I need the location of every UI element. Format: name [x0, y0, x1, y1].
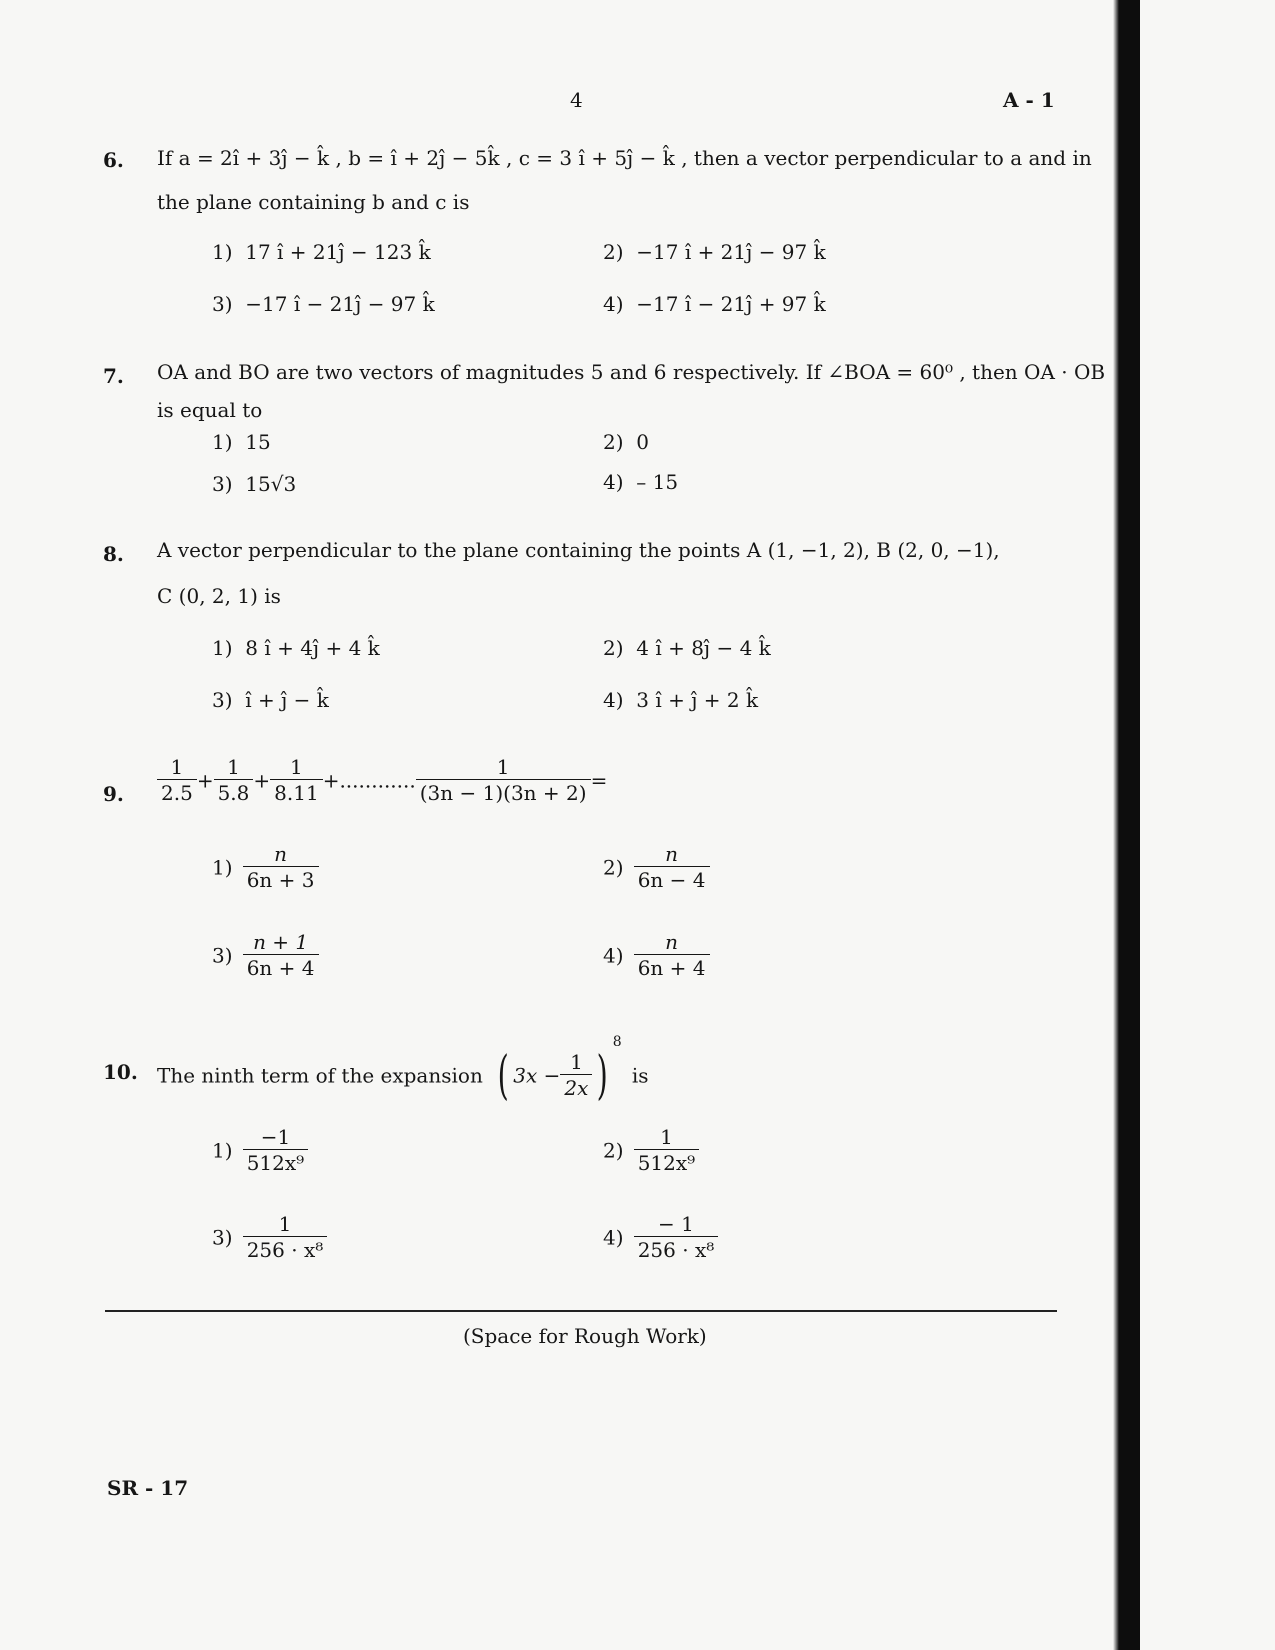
option-1: 1) 15 — [212, 430, 271, 454]
question-stem-line-2: C (0, 2, 1) is — [157, 584, 281, 608]
question-number: 9. — [103, 782, 124, 806]
rough-work-label: (Space for Rough Work) — [463, 1324, 707, 1348]
option-4: 4) $\frac{n}{6n + 4}$ — [603, 930, 710, 981]
option-2: 2) 4 î + 8ĵ − 4 k̂ — [603, 636, 771, 660]
option-2: 2) $\frac{1}{\text{512x⁹}}$ — [603, 1125, 699, 1176]
option-1: 1) $\frac{-1}{\text{512x⁹}}$ — [212, 1125, 308, 1176]
option-2: 2) −17 î + 21ĵ − 97 k̂ — [603, 240, 826, 264]
question-stem-line-1: OA and BO are two vectors of magnitudes 5 and 6 respectively. If ∠BOA = 60⁰ , then OA · OB — [157, 360, 1106, 384]
series-dots: +............ — [322, 768, 416, 793]
question-stem: The ninth term of the expansion ( 3x − $\frac{1}{2x}$ )8 is — [157, 1034, 649, 1106]
series-term-2: $\frac{1}{5.8}$ — [214, 755, 254, 806]
option-4: 4) −17 î − 21ĵ + 97 k̂ — [603, 292, 826, 316]
question-stem-line-1: If a = 2î + 3ĵ − k̂ , b = î + 2ĵ − 5k̂ , c = 3 î + 5ĵ − k̂ , then a vector perpendicular to a and in — [157, 146, 1092, 170]
rough-work-divider — [105, 1310, 1057, 1312]
question-number: 8. — [103, 542, 124, 566]
paper-code: A - 1 — [1003, 88, 1055, 112]
option-1: 1) 8 î + 4ĵ + 4 k̂ — [212, 636, 380, 660]
option-1: 1) 17 î + 21ĵ − 123 k̂ — [212, 240, 431, 264]
option-4: 4) – 15 — [603, 470, 679, 494]
equals-sign: = — [590, 768, 608, 793]
expansion-fraction: $\frac{1}{2x}$ — [560, 1050, 592, 1101]
option-1: 1) $\frac{n}{6n + 3}$ — [212, 842, 319, 893]
series-code: SR - 17 — [107, 1476, 189, 1500]
option-3: 3) î + ĵ − k̂ — [212, 688, 329, 712]
question-stem-line-2: is equal to — [157, 398, 263, 422]
option-2: 2) 0 — [603, 430, 649, 454]
scan-edge-shadow — [1110, 0, 1140, 1650]
question-number: 6. — [103, 148, 124, 172]
left-paren: ( — [497, 1045, 509, 1106]
expansion-power: 8 — [612, 1034, 622, 1050]
series-term-1: $\frac{1}{2.5}$ — [157, 755, 197, 806]
series-expression: $\frac{1}{2.5}$ + $\frac{1}{5.8}$ + $\frac{1}{8.11}$ +............ $\frac{1}{(3n - 1)(3n + 2)}$ = — [157, 755, 607, 806]
option-3: 3) $\frac{n + 1}{6n + 4}$ — [212, 930, 319, 981]
option-3: 3) 15√3 — [212, 472, 297, 496]
right-paren: ) — [597, 1045, 609, 1106]
question-number: 10. — [103, 1060, 138, 1084]
option-4: 4) $\frac{- 1}{\text{256 · x⁸}}$ — [603, 1212, 718, 1263]
option-2: 2) $\frac{n}{6n - 4}$ — [603, 842, 710, 893]
series-term-3: $\frac{1}{8.11}$ — [270, 755, 323, 806]
question-stem-line-2: the plane containing b and c is — [157, 190, 470, 214]
question-stem-line-1: A vector perpendicular to the plane containing the points A (1, −1, 2), B (2, 0, −1), — [157, 538, 1000, 562]
option-3: 3) $\frac{1}{\text{256 · x⁸}}$ — [212, 1212, 327, 1263]
question-number: 7. — [103, 364, 124, 388]
page-number: 4 — [570, 88, 583, 112]
option-4: 4) 3 î + ĵ + 2 k̂ — [603, 688, 759, 712]
series-general-term: $\frac{1}{(3n - 1)(3n + 2)}$ — [416, 755, 591, 806]
option-3: 3) −17 î − 21ĵ − 97 k̂ — [212, 292, 435, 316]
